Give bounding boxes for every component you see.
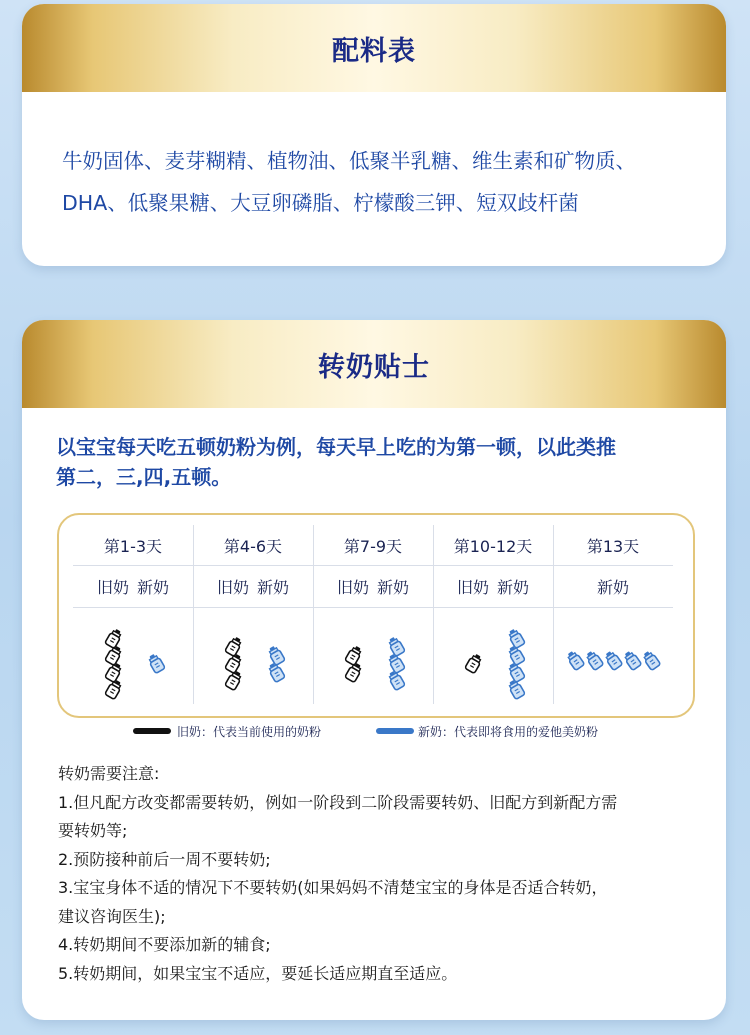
legend-new-label: 新奶：代表即将食用的爱他美奶粉 [418,725,599,739]
example-line: 第二，三,四,五顿。 [56,465,232,489]
notes [58,760,706,988]
schedule-bottles [313,611,433,704]
schedule-column [73,525,193,704]
notes-line: 3.宝宝身体不适的情况下不要转奶(如果妈妈不清楚宝宝的身体是否适合转奶， [58,878,608,897]
schedule-bottles [73,611,193,704]
notes-line: 1.但凡配方改变都需要转奶，例如一阶段到二阶段需要转奶、旧配方到新配方需 [58,792,618,812]
notes-line: 4.转奶期间不要添加新的辅食; [58,935,271,954]
schedule-milk-labels [553,565,673,607]
baby-bottle-blue-icon [145,652,167,674]
baby-bottle-outline-icon [463,652,485,674]
schedule-day-label: 第4-6天 [223,536,283,556]
ingredients-list [22,92,726,224]
schedule-milk-labels [433,565,553,607]
baby-bottle-blue-icon [505,678,527,700]
legend-new-swatch [376,728,414,734]
old-milk-label: 旧奶 [336,577,369,597]
schedule-milk-labels [193,565,313,607]
old-milk-label: 旧奶 [216,577,249,597]
schedule-bottles [433,611,553,704]
baby-bottle-outline-icon [103,678,125,700]
baby-bottle-blue-icon [265,661,287,683]
ingredients-title: 配料表 [332,35,416,67]
tips-card [22,320,726,1020]
old-milk-label: 旧奶 [456,577,489,597]
notes-line: 转奶需要注意: [58,764,160,783]
schedule-column [313,525,433,704]
legend-old-label: 旧奶：代表当前使用的奶粉 [177,725,322,739]
schedule-bottles [193,611,313,704]
example-text [22,408,726,492]
schedule-milk-labels [73,565,193,607]
tips-header [22,320,726,408]
new-milk-label: 新奶 [257,577,290,597]
ingredients-header [22,4,726,92]
legend [22,720,726,744]
ingredients-line: DHA、低聚果糖、大豆卵磷脂、柠檬酸三钾、短双歧杆菌 [62,191,579,215]
notes-line: 建议咨询医生); [58,906,166,926]
baby-bottle-outline-icon [223,669,245,691]
notes-line: 2.预防接种前后一周不要转奶; [58,849,271,869]
schedule-column [433,525,553,704]
baby-bottle-outline-icon [343,661,365,683]
new-milk-label: 新奶 [596,577,629,597]
baby-bottle-blue-icon [640,649,662,671]
ingredients-card [22,4,726,266]
notes-line: 5.转奶期间，如果宝宝不适应，要延长适应期直至适应。 [58,963,458,983]
schedule-day-label: 第13天 [586,536,640,556]
new-milk-label: 新奶 [377,577,410,597]
schedule-milk-labels [313,565,433,607]
schedule-day-label: 第10-12天 [453,536,533,556]
legend-old-swatch [133,728,171,734]
schedule-day-label: 第1-3天 [103,536,163,556]
old-milk-label: 旧奶 [96,577,129,597]
schedule-bottles [553,611,673,704]
transition-schedule-table [57,513,695,718]
notes-line: 要转奶等; [58,821,128,840]
example-line: 以宝宝每天吃五顿奶粉为例，每天早上吃的为第一顿，以此类推 [56,435,616,459]
ingredients-line: 牛奶固体、麦芽糊精、植物油、低聚半乳糖、维生素和矿物质、 [62,149,636,173]
new-milk-label: 新奶 [497,577,530,597]
schedule-column [193,525,313,704]
baby-bottle-blue-icon [385,669,407,691]
new-milk-label: 新奶 [137,577,170,597]
tips-title: 转奶贴士 [318,351,430,383]
schedule-day-label: 第7-9天 [343,536,403,556]
schedule-column [553,525,673,704]
